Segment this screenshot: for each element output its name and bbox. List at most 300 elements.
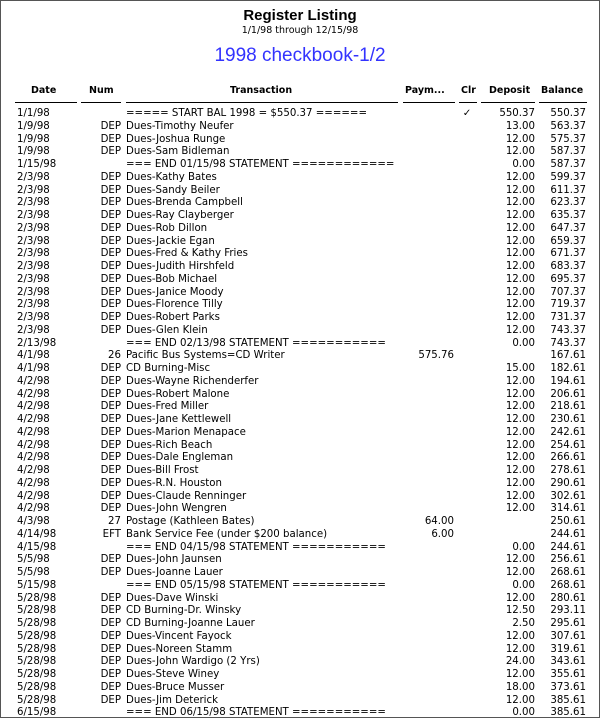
table-row xyxy=(1,325,600,338)
header-rule xyxy=(459,102,477,103)
row-balance: 244.61 xyxy=(550,528,586,540)
row-num: DEP xyxy=(100,465,121,476)
row-date: 4/2/98 xyxy=(17,477,50,489)
row-deposit: 12.00 xyxy=(505,146,535,158)
row-num: DEP xyxy=(100,197,121,209)
row-num: DEP xyxy=(100,401,121,413)
row-transaction: Dues-Janice Moody xyxy=(126,286,224,298)
row-date: 5/28/98 xyxy=(17,656,57,668)
row-deposit: 24.00 xyxy=(505,656,535,668)
table-row xyxy=(1,567,600,580)
row-deposit: 12.00 xyxy=(505,273,535,285)
table-row xyxy=(1,146,600,159)
row-date: 5/5/98 xyxy=(17,554,50,566)
row-num: DEP xyxy=(100,363,121,374)
row-transaction: Dues-Brenda Campbell xyxy=(126,197,243,209)
table-row xyxy=(1,338,600,351)
row-balance: 319.61 xyxy=(550,643,586,655)
row-transaction: Dues-John Wengren xyxy=(126,503,227,515)
row-balance: 343.61 xyxy=(550,656,586,668)
row-date: 2/3/98 xyxy=(17,197,50,209)
row-transaction: Dues-Judith Hirshfeld xyxy=(126,261,235,272)
row-date: 4/2/98 xyxy=(17,388,50,400)
row-transaction: Dues-Florence Tilly xyxy=(126,299,223,311)
row-balance: 550.37 xyxy=(550,108,586,119)
row-transaction: Dues-Rob Dillon xyxy=(126,222,208,234)
row-deposit: 12.00 xyxy=(505,324,535,336)
row-num: DEP xyxy=(100,312,121,323)
row-num: DEP xyxy=(100,133,121,145)
row-date: 4/2/98 xyxy=(17,503,50,515)
header-rule xyxy=(481,102,535,103)
row-date: 4/1/98 xyxy=(17,363,50,374)
row-date: 4/2/98 xyxy=(17,439,50,451)
table-row xyxy=(1,644,600,657)
row-balance: 611.37 xyxy=(550,184,586,196)
row-date: 2/3/98 xyxy=(17,222,50,234)
row-date: 2/3/98 xyxy=(17,210,50,221)
row-num: DEP xyxy=(100,248,121,260)
row-num: DEP xyxy=(100,235,121,247)
row-balance: 731.37 xyxy=(550,312,586,323)
row-deposit: 12.00 xyxy=(505,312,535,323)
row-deposit: 12.00 xyxy=(505,388,535,400)
row-balance: 194.61 xyxy=(550,375,586,387)
table-row xyxy=(1,707,600,718)
row-deposit: 12.00 xyxy=(505,439,535,451)
row-date: 2/3/98 xyxy=(17,312,50,323)
row-transaction: Dues-Kathy Bates xyxy=(126,171,217,183)
table-row xyxy=(1,656,600,669)
row-balance: 280.61 xyxy=(550,592,586,604)
row-transaction: Dues-Sandy Beiler xyxy=(126,184,220,196)
row-date: 2/3/98 xyxy=(17,248,50,260)
row-transaction: Dues-Vincent Fayock xyxy=(126,630,232,642)
row-date: 2/3/98 xyxy=(17,235,50,247)
row-balance: 623.37 xyxy=(550,197,586,209)
row-deposit: 12.00 xyxy=(505,554,535,566)
row-num: DEP xyxy=(100,618,121,629)
row-date: 5/15/98 xyxy=(17,579,57,591)
header-rule xyxy=(539,102,587,103)
row-date: 2/3/98 xyxy=(17,171,50,183)
row-date: 1/9/98 xyxy=(17,146,50,158)
row-deposit: 12.00 xyxy=(505,477,535,489)
row-balance: 230.61 xyxy=(550,414,586,425)
row-deposit: 12.00 xyxy=(505,465,535,476)
row-balance: 295.61 xyxy=(550,618,586,629)
row-date: 4/2/98 xyxy=(17,452,50,464)
column-header-clr: Clr xyxy=(461,85,476,96)
table-row xyxy=(1,312,600,325)
row-num: DEP xyxy=(100,643,121,655)
row-deposit: 12.00 xyxy=(505,401,535,413)
row-deposit: 12.00 xyxy=(505,669,535,680)
row-transaction: === END 06/15/98 STATEMENT =========== xyxy=(126,707,386,718)
row-num: DEP xyxy=(100,273,121,285)
table-row xyxy=(1,108,600,121)
row-deposit: 15.00 xyxy=(505,363,535,374)
row-balance: 355.61 xyxy=(550,669,586,680)
row-deposit: 0.00 xyxy=(512,707,535,718)
row-transaction: Dues-Bruce Musser xyxy=(126,681,225,693)
row-deposit: 12.00 xyxy=(505,694,535,706)
table-row xyxy=(1,363,600,376)
row-balance: 707.37 xyxy=(550,286,586,298)
row-date: 4/14/98 xyxy=(17,528,57,540)
row-transaction: Postage (Kathleen Bates) xyxy=(126,516,255,527)
row-date: 2/3/98 xyxy=(17,324,50,336)
row-balance: 254.61 xyxy=(550,439,586,451)
row-transaction: CD Burning-Dr. Winsky xyxy=(126,605,242,617)
row-balance: 290.61 xyxy=(550,477,586,489)
row-date: 4/2/98 xyxy=(17,414,50,425)
row-balance: 385.61 xyxy=(550,707,586,718)
table-row xyxy=(1,299,600,312)
table-row xyxy=(1,287,600,300)
row-balance: 635.37 xyxy=(550,210,586,221)
row-deposit: 12.00 xyxy=(505,567,535,578)
row-deposit: 12.00 xyxy=(505,643,535,655)
table-row xyxy=(1,414,600,427)
row-date: 2/13/98 xyxy=(17,337,57,349)
row-transaction: === END 02/13/98 STATEMENT =========== xyxy=(126,337,386,349)
row-date: 5/28/98 xyxy=(17,681,57,693)
row-num: DEP xyxy=(100,694,121,706)
row-num: 27 xyxy=(108,516,121,527)
row-transaction: Dues-Noreen Stamm xyxy=(126,643,233,655)
row-num: DEP xyxy=(100,299,121,311)
row-deposit: 550.37 xyxy=(499,108,535,119)
row-deposit: 12.50 xyxy=(505,605,535,617)
row-deposit: 12.00 xyxy=(505,426,535,438)
row-num: DEP xyxy=(100,477,121,489)
table-row xyxy=(1,401,600,414)
row-date: 4/3/98 xyxy=(17,516,50,527)
column-header-balance: Balance xyxy=(541,85,584,96)
row-transaction: CD Burning-Misc xyxy=(126,363,211,374)
table-row xyxy=(1,389,600,402)
row-num: DEP xyxy=(100,120,121,132)
row-transaction: ===== START BAL 1998 = $550.37 ====== xyxy=(126,108,367,119)
row-balance: 659.37 xyxy=(550,235,586,247)
row-balance: 302.61 xyxy=(550,490,586,502)
row-num: DEP xyxy=(100,592,121,604)
row-num: DEP xyxy=(100,324,121,336)
table-row xyxy=(1,350,600,363)
row-transaction: Dues-Steve Winey xyxy=(126,669,220,680)
row-date: 2/3/98 xyxy=(17,299,50,311)
row-transaction: === END 04/15/98 STATEMENT =========== xyxy=(126,541,386,553)
row-date: 4/2/98 xyxy=(17,426,50,438)
table-row xyxy=(1,159,600,172)
table-row xyxy=(1,274,600,287)
row-date: 4/1/98 xyxy=(17,350,50,362)
table-row xyxy=(1,236,600,249)
row-date: 5/28/98 xyxy=(17,643,57,655)
row-num: DEP xyxy=(100,605,121,617)
row-num: DEP xyxy=(100,490,121,502)
column-header-date: Date xyxy=(31,85,57,96)
table-row xyxy=(1,554,600,567)
row-num: DEP xyxy=(100,414,121,425)
table-row xyxy=(1,185,600,198)
row-deposit: 12.00 xyxy=(505,452,535,464)
row-num: DEP xyxy=(100,669,121,680)
row-deposit: 12.00 xyxy=(505,592,535,604)
row-transaction: Dues-Robert Parks xyxy=(126,312,220,323)
table-row xyxy=(1,669,600,682)
row-balance: 671.37 xyxy=(550,248,586,260)
row-num: DEP xyxy=(100,452,121,464)
row-transaction: === END 05/15/98 STATEMENT =========== xyxy=(126,579,386,591)
table-row xyxy=(1,503,600,516)
row-transaction: Dues-Joshua Runge xyxy=(126,133,226,145)
row-deposit: 12.00 xyxy=(505,261,535,272)
row-transaction: Dues-Bob Michael xyxy=(126,273,218,285)
row-date: 2/3/98 xyxy=(17,273,50,285)
row-transaction: Dues-Claude Renninger xyxy=(126,490,247,502)
row-balance: 695.37 xyxy=(550,273,586,285)
row-balance: 719.37 xyxy=(550,299,586,311)
row-date: 4/15/98 xyxy=(17,541,57,553)
row-balance: 587.37 xyxy=(550,146,586,158)
column-header-deposit: Deposit xyxy=(489,85,531,96)
row-balance: 575.37 xyxy=(550,133,586,145)
row-date: 4/2/98 xyxy=(17,401,50,413)
table-row xyxy=(1,248,600,261)
table-row xyxy=(1,618,600,631)
row-transaction: Dues-Marion Menapace xyxy=(126,426,246,438)
row-payment: 575.76 xyxy=(418,350,454,362)
row-transaction: Dues-Rich Beach xyxy=(126,439,213,451)
table-row xyxy=(1,682,600,695)
table-row xyxy=(1,172,600,185)
row-num: DEP xyxy=(100,503,121,515)
row-deposit: 12.00 xyxy=(505,235,535,247)
row-deposit: 12.00 xyxy=(505,248,535,260)
row-transaction: Dues-Sam Bidleman xyxy=(126,146,230,158)
row-deposit: 12.00 xyxy=(505,222,535,234)
row-cleared: ✓ xyxy=(462,108,472,119)
row-num: DEP xyxy=(100,656,121,668)
table-row xyxy=(1,261,600,274)
report-title: Register Listing xyxy=(243,7,357,24)
table-row xyxy=(1,465,600,478)
table-row xyxy=(1,542,600,555)
header-rule xyxy=(126,102,398,103)
table-row xyxy=(1,197,600,210)
row-deposit: 18.00 xyxy=(505,681,535,693)
row-payment: 64.00 xyxy=(424,516,454,527)
row-date: 6/15/98 xyxy=(17,707,57,718)
table-row xyxy=(1,516,600,529)
row-num: DEP xyxy=(100,426,121,438)
row-deposit: 12.00 xyxy=(505,197,535,209)
row-transaction: CD Burning-Joanne Lauer xyxy=(126,618,255,629)
row-deposit: 2.50 xyxy=(512,618,535,629)
row-date: 5/5/98 xyxy=(17,567,50,578)
row-balance: 242.61 xyxy=(550,426,586,438)
row-num: DEP xyxy=(100,222,121,234)
row-deposit: 12.00 xyxy=(505,490,535,502)
row-num: DEP xyxy=(100,210,121,221)
row-num: DEP xyxy=(100,439,121,451)
row-deposit: 12.00 xyxy=(505,210,535,221)
row-deposit: 12.00 xyxy=(505,133,535,145)
table-row xyxy=(1,529,600,542)
row-balance: 250.61 xyxy=(550,516,586,527)
row-balance: 599.37 xyxy=(550,171,586,183)
row-balance: 167.61 xyxy=(550,350,586,362)
row-deposit: 0.00 xyxy=(512,541,535,553)
row-transaction: Dues-Wayne Richenderfer xyxy=(126,375,259,387)
row-date: 5/28/98 xyxy=(17,694,57,706)
row-date: 1/15/98 xyxy=(17,159,57,170)
row-balance: 244.61 xyxy=(550,541,586,553)
row-transaction: Dues-Dale Engleman xyxy=(126,452,234,464)
table-row xyxy=(1,478,600,491)
row-deposit: 0.00 xyxy=(512,579,535,591)
row-transaction: Dues-Jane Kettlewell xyxy=(126,414,232,425)
row-deposit: 0.00 xyxy=(512,337,535,349)
row-transaction: Dues-Bill Frost xyxy=(126,465,199,476)
row-transaction: Dues-Dave Winski xyxy=(126,592,219,604)
row-transaction: Dues-Fred & Kathy Fries xyxy=(126,248,248,260)
row-num: DEP xyxy=(100,567,121,578)
row-date: 2/3/98 xyxy=(17,184,50,196)
report-subtitle: 1998 checkbook-1/2 xyxy=(214,45,386,66)
table-row xyxy=(1,121,600,134)
row-balance: 278.61 xyxy=(550,465,586,476)
row-deposit: 13.00 xyxy=(505,120,535,132)
row-num: DEP xyxy=(100,171,121,183)
row-num: 26 xyxy=(108,350,121,362)
row-transaction: === END 01/15/98 STATEMENT ============ xyxy=(126,159,395,170)
table-row xyxy=(1,605,600,618)
row-date: 4/2/98 xyxy=(17,465,50,476)
row-date: 5/28/98 xyxy=(17,669,57,680)
row-date: 4/2/98 xyxy=(17,375,50,387)
row-deposit: 0.00 xyxy=(512,159,535,170)
row-num: DEP xyxy=(100,681,121,693)
row-balance: 683.37 xyxy=(550,261,586,272)
row-num: DEP xyxy=(100,286,121,298)
column-header-transaction: Transaction xyxy=(230,85,293,96)
row-date: 1/1/98 xyxy=(17,108,50,119)
row-num: DEP xyxy=(100,184,121,196)
column-header-payment: Paym... xyxy=(405,85,445,96)
row-num: DEP xyxy=(100,146,121,158)
row-balance: 647.37 xyxy=(550,222,586,234)
table-row xyxy=(1,427,600,440)
report-date-range: 1/1/98 through 12/15/98 xyxy=(241,25,359,36)
row-date: 5/28/98 xyxy=(17,605,57,617)
header-rule xyxy=(15,102,77,103)
row-date: 1/9/98 xyxy=(17,133,50,145)
table-row xyxy=(1,440,600,453)
row-balance: 314.61 xyxy=(550,503,586,515)
row-deposit: 12.00 xyxy=(505,503,535,515)
register-rows xyxy=(1,108,600,718)
column-header-num: Num xyxy=(89,85,114,96)
row-balance: 182.61 xyxy=(550,363,586,374)
table-row xyxy=(1,631,600,644)
row-transaction: Dues-John Jaunsen xyxy=(126,554,222,566)
row-num: DEP xyxy=(100,375,121,387)
header-rule xyxy=(403,102,455,103)
table-row xyxy=(1,376,600,389)
row-balance: 743.37 xyxy=(550,337,586,349)
row-transaction: Bank Service Fee (under $200 balance) xyxy=(126,528,328,540)
row-balance: 587.37 xyxy=(550,159,586,170)
row-balance: 268.61 xyxy=(550,567,586,578)
row-payment: 6.00 xyxy=(431,528,454,540)
header-rule xyxy=(81,102,121,103)
row-transaction: Pacific Bus Systems=CD Writer xyxy=(126,350,285,362)
row-transaction: Dues-Timothy Neufer xyxy=(126,120,234,132)
row-balance: 293.11 xyxy=(550,605,586,617)
row-transaction: Dues-Jim Deterick xyxy=(126,694,219,706)
row-transaction: Dues-John Wardigo (2 Yrs) xyxy=(126,656,260,668)
row-transaction: Dues-Glen Klein xyxy=(126,324,208,336)
row-transaction: Dues-R.N. Houston xyxy=(126,477,222,489)
row-date: 5/28/98 xyxy=(17,618,57,629)
row-balance: 385.61 xyxy=(550,694,586,706)
row-num: DEP xyxy=(100,388,121,400)
row-balance: 743.37 xyxy=(550,324,586,336)
row-date: 2/3/98 xyxy=(17,261,50,272)
row-date: 5/28/98 xyxy=(17,630,57,642)
row-num: DEP xyxy=(100,554,121,566)
row-date: 5/28/98 xyxy=(17,592,57,604)
row-balance: 218.61 xyxy=(550,401,586,413)
row-date: 4/2/98 xyxy=(17,490,50,502)
row-transaction: Dues-Jackie Egan xyxy=(126,235,215,247)
row-date: 1/9/98 xyxy=(17,120,50,132)
row-transaction: Dues-Fred Miller xyxy=(126,401,209,413)
row-balance: 373.61 xyxy=(550,681,586,693)
table-row xyxy=(1,134,600,147)
row-deposit: 12.00 xyxy=(505,375,535,387)
row-num: EFT xyxy=(102,528,121,540)
row-transaction: Dues-Robert Malone xyxy=(126,388,230,400)
row-balance: 268.61 xyxy=(550,579,586,591)
row-transaction: Dues-Joanne Lauer xyxy=(126,567,223,578)
row-balance: 256.61 xyxy=(550,554,586,566)
row-balance: 266.61 xyxy=(550,452,586,464)
table-row xyxy=(1,491,600,504)
table-row xyxy=(1,695,600,708)
row-balance: 563.37 xyxy=(550,120,586,132)
row-balance: 307.61 xyxy=(550,630,586,642)
row-deposit: 12.00 xyxy=(505,184,535,196)
table-row xyxy=(1,210,600,223)
row-deposit: 12.00 xyxy=(505,299,535,311)
row-deposit: 12.00 xyxy=(505,286,535,298)
row-deposit: 12.00 xyxy=(505,171,535,183)
row-deposit: 12.00 xyxy=(505,630,535,642)
table-row xyxy=(1,593,600,606)
row-deposit: 12.00 xyxy=(505,414,535,425)
row-num: DEP xyxy=(100,630,121,642)
table-row xyxy=(1,580,600,593)
row-date: 2/3/98 xyxy=(17,286,50,298)
row-transaction: Dues-Ray Clayberger xyxy=(126,210,234,221)
table-row xyxy=(1,452,600,465)
table-row xyxy=(1,223,600,236)
row-balance: 206.61 xyxy=(550,388,586,400)
